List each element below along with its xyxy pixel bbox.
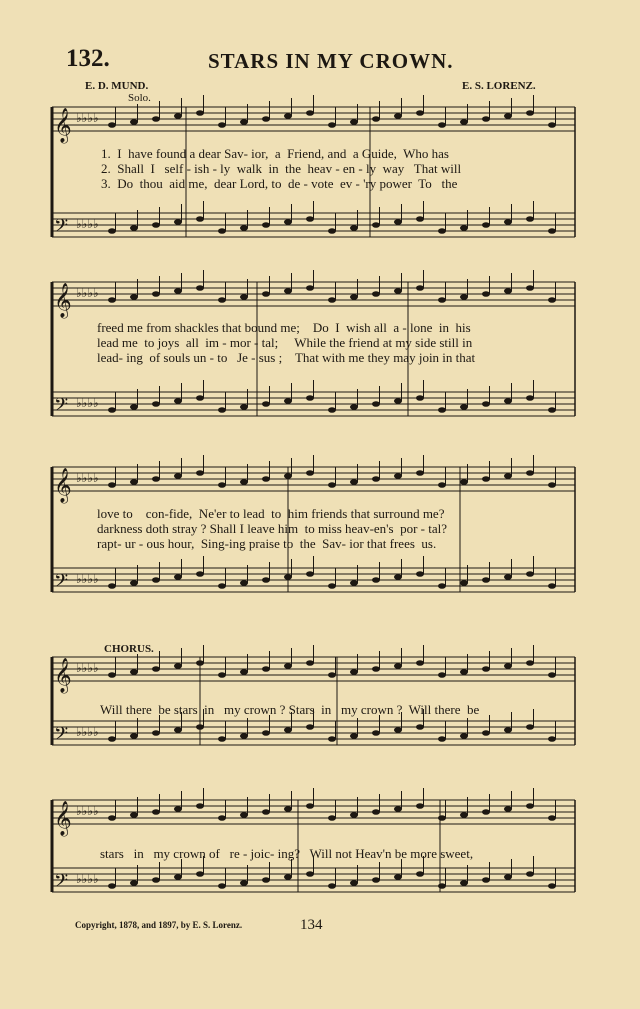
note-head: [174, 219, 182, 225]
note-head: [262, 577, 270, 583]
note-head: [284, 473, 292, 479]
note-head: [152, 116, 160, 122]
note-head: [196, 395, 204, 401]
note-head: [416, 395, 424, 401]
note-head: [526, 470, 534, 476]
note-head: [240, 669, 248, 675]
note-head: [482, 291, 490, 297]
note-head: [284, 113, 292, 119]
note-head: [328, 736, 336, 742]
treble-clef-icon: 𝄞: [54, 801, 72, 836]
bass-clef-icon: 𝄢: [54, 724, 69, 749]
note-head: [460, 580, 468, 586]
note-head: [438, 672, 446, 678]
note-head: [394, 219, 402, 225]
note-head: [240, 812, 248, 818]
note-head: [350, 225, 358, 231]
key-signature-icon: ♭♭♭♭: [76, 872, 99, 886]
note-head: [218, 297, 226, 303]
note-head: [416, 110, 424, 116]
note-head: [328, 815, 336, 821]
note-head: [108, 672, 116, 678]
chorus-lyric-line: Will there be stars in my crown ? Stars in my crown ? Will there be: [100, 702, 480, 717]
bass-clef-icon: 𝄢: [54, 395, 69, 420]
lyric-line: lead- ing of souls un - to Je - sus ; That with me they may join in that: [97, 350, 476, 365]
note-head: [548, 815, 556, 821]
composer-credit: E. S. LORENZ.: [462, 80, 536, 92]
note-head: [306, 285, 314, 291]
note-head: [460, 812, 468, 818]
note-head: [372, 577, 380, 583]
note-head: [196, 110, 204, 116]
note-head: [306, 871, 314, 877]
page-number: 134: [300, 917, 323, 933]
note-head: [262, 730, 270, 736]
note-head: [108, 122, 116, 128]
note-head: [174, 113, 182, 119]
note-head: [460, 880, 468, 886]
note-head: [240, 294, 248, 300]
lyric-line: 2. Shall I self - ish - ly walk in the heav - en - ly way That will: [101, 161, 462, 176]
note-head: [350, 119, 358, 125]
note-head: [438, 407, 446, 413]
note-head: [394, 806, 402, 812]
note-head: [262, 666, 270, 672]
note-head: [240, 733, 248, 739]
key-signature-icon: ♭♭♭♭: [76, 286, 99, 300]
note-head: [350, 404, 358, 410]
note-head: [218, 736, 226, 742]
note-head: [130, 119, 138, 125]
note-head: [284, 574, 292, 580]
note-head: [438, 815, 446, 821]
note-head: [284, 219, 292, 225]
bass-clef-icon: 𝄢: [54, 871, 69, 896]
note-head: [372, 401, 380, 407]
note-head: [482, 116, 490, 122]
note-head: [284, 727, 292, 733]
note-heads: [108, 95, 556, 889]
note-head: [416, 216, 424, 222]
note-head: [328, 482, 336, 488]
note-head: [152, 666, 160, 672]
note-head: [350, 294, 358, 300]
note-head: [526, 110, 534, 116]
note-head: [306, 110, 314, 116]
note-head: [372, 476, 380, 482]
note-head: [328, 228, 336, 234]
note-head: [504, 874, 512, 880]
note-head: [460, 225, 468, 231]
note-head: [196, 571, 204, 577]
clefs: [54, 108, 99, 896]
note-head: [416, 470, 424, 476]
key-signature-icon: ♭♭♭♭: [76, 572, 99, 586]
note-head: [108, 297, 116, 303]
note-head: [394, 473, 402, 479]
note-head: [482, 877, 490, 883]
note-head: [394, 288, 402, 294]
note-head: [504, 727, 512, 733]
note-head: [460, 294, 468, 300]
note-head: [504, 574, 512, 580]
note-head: [416, 871, 424, 877]
note-head: [262, 116, 270, 122]
note-head: [416, 571, 424, 577]
note-head: [152, 577, 160, 583]
chorus-lyric-line: stars in my crown of re - joic- ing? Will not Heav'n be more sweet,: [100, 846, 474, 861]
note-head: [548, 407, 556, 413]
note-head: [526, 216, 534, 222]
note-head: [416, 660, 424, 666]
note-head: [108, 883, 116, 889]
note-head: [196, 660, 204, 666]
note-head: [240, 479, 248, 485]
note-head: [416, 724, 424, 730]
key-signature-icon: ♭♭♭♭: [76, 804, 99, 818]
lyric-line: love to con-fide, Ne'er to lead to him friends that surround me?: [97, 506, 445, 521]
note-head: [174, 806, 182, 812]
author-credit: E. D. MUND.: [85, 80, 149, 92]
note-head: [504, 473, 512, 479]
lyric-line: lead me to joys all im - mor - tal; While the friend at my side still in: [97, 335, 473, 350]
note-head: [482, 476, 490, 482]
note-head: [240, 404, 248, 410]
note-head: [152, 222, 160, 228]
note-head: [526, 395, 534, 401]
note-head: [416, 803, 424, 809]
note-head: [306, 395, 314, 401]
note-head: [196, 803, 204, 809]
note-head: [196, 470, 204, 476]
note-head: [548, 672, 556, 678]
note-head: [548, 122, 556, 128]
note-head: [108, 583, 116, 589]
note-head: [152, 401, 160, 407]
note-head: [372, 222, 380, 228]
lyric-line: 1. I have found a dear Sav- ior, a Friend, and a Guide, Who has: [101, 146, 449, 161]
note-head: [482, 577, 490, 583]
note-head: [174, 574, 182, 580]
note-head: [196, 871, 204, 877]
note-head: [284, 288, 292, 294]
note-head: [328, 297, 336, 303]
key-signature-icon: ♭♭♭♭: [76, 661, 99, 675]
note-head: [372, 809, 380, 815]
note-head: [174, 874, 182, 880]
note-head: [526, 571, 534, 577]
note-head: [526, 871, 534, 877]
note-head: [262, 222, 270, 228]
note-head: [372, 730, 380, 736]
note-head: [108, 815, 116, 821]
note-head: [548, 482, 556, 488]
note-head: [174, 663, 182, 669]
note-head: [328, 883, 336, 889]
note-head: [460, 733, 468, 739]
solo-marking: Solo.: [128, 92, 151, 104]
chorus-marking: CHORUS.: [104, 643, 154, 655]
note-head: [108, 228, 116, 234]
note-head: [482, 222, 490, 228]
note-head: [504, 113, 512, 119]
note-head: [218, 815, 226, 821]
note-head: [504, 398, 512, 404]
note-head: [306, 216, 314, 222]
note-head: [394, 574, 402, 580]
note-head: [438, 583, 446, 589]
copyright-notice: Copyright, 1878, and 1897, by E. S. Lorenz.: [75, 920, 243, 930]
note-head: [372, 291, 380, 297]
note-head: [482, 666, 490, 672]
key-signature-icon: ♭♭♭♭: [76, 111, 99, 125]
note-head: [218, 228, 226, 234]
note-head: [394, 663, 402, 669]
note-head: [548, 297, 556, 303]
note-head: [108, 482, 116, 488]
note-head: [350, 733, 358, 739]
key-signature-icon: ♭♭♭♭: [76, 725, 99, 739]
lyric-line: rapt- ur - ous hour, Sing-ing praise to the Sav- ior that frees us.: [97, 536, 437, 551]
note-head: [350, 812, 358, 818]
treble-clef-icon: 𝄞: [54, 108, 72, 143]
hymn-number: 132.: [66, 45, 110, 72]
note-head: [218, 122, 226, 128]
note-head: [372, 116, 380, 122]
note-head: [262, 476, 270, 482]
key-signature-icon: ♭♭♭♭: [76, 217, 99, 231]
note-head: [130, 479, 138, 485]
note-head: [240, 880, 248, 886]
note-head: [130, 580, 138, 586]
note-head: [416, 285, 424, 291]
note-head: [152, 877, 160, 883]
note-head: [130, 733, 138, 739]
note-head: [262, 809, 270, 815]
note-head: [438, 736, 446, 742]
note-head: [196, 216, 204, 222]
note-head: [504, 663, 512, 669]
note-head: [438, 883, 446, 889]
note-head: [306, 470, 314, 476]
note-head: [548, 228, 556, 234]
note-head: [218, 407, 226, 413]
note-head: [328, 672, 336, 678]
note-head: [240, 580, 248, 586]
hymn-title: STARS IN MY CROWN.: [208, 49, 454, 73]
note-head: [482, 809, 490, 815]
note-head: [548, 583, 556, 589]
note-head: [372, 877, 380, 883]
lyric-line: freed me from shackles that bound me; Do I wish all a - lone in his: [97, 320, 471, 335]
note-head: [130, 880, 138, 886]
note-head: [350, 479, 358, 485]
note-head: [240, 119, 248, 125]
note-head: [196, 285, 204, 291]
note-head: [350, 580, 358, 586]
note-head: [350, 669, 358, 675]
note-head: [306, 660, 314, 666]
note-head: [526, 285, 534, 291]
note-head: [284, 663, 292, 669]
note-head: [240, 225, 248, 231]
note-head: [328, 122, 336, 128]
note-head: [504, 806, 512, 812]
note-head: [174, 473, 182, 479]
note-head: [262, 877, 270, 883]
note-head: [460, 404, 468, 410]
key-signature-icon: ♭♭♭♭: [76, 396, 99, 410]
note-head: [130, 294, 138, 300]
note-head: [394, 874, 402, 880]
note-head: [262, 401, 270, 407]
note-head: [262, 291, 270, 297]
note-head: [218, 883, 226, 889]
note-head: [548, 736, 556, 742]
note-head: [130, 669, 138, 675]
note-head: [130, 404, 138, 410]
note-head: [174, 727, 182, 733]
note-head: [284, 874, 292, 880]
note-head: [152, 809, 160, 815]
note-head: [174, 398, 182, 404]
note-head: [460, 479, 468, 485]
note-head: [174, 288, 182, 294]
note-head: [438, 297, 446, 303]
note-head: [394, 727, 402, 733]
treble-clef-icon: 𝄞: [54, 283, 72, 318]
note-head: [548, 883, 556, 889]
treble-clef-icon: 𝄞: [54, 658, 72, 693]
note-head: [130, 812, 138, 818]
note-head: [196, 724, 204, 730]
note-head: [108, 407, 116, 413]
staff-lines: [52, 107, 575, 892]
note-head: [108, 736, 116, 742]
note-head: [152, 291, 160, 297]
note-head: [460, 119, 468, 125]
note-head: [460, 669, 468, 675]
note-head: [438, 482, 446, 488]
note-head: [152, 476, 160, 482]
note-head: [394, 398, 402, 404]
note-head: [482, 401, 490, 407]
note-head: [328, 583, 336, 589]
key-signature-icon: ♭♭♭♭: [76, 471, 99, 485]
note-head: [218, 583, 226, 589]
bass-clef-icon: 𝄢: [54, 571, 69, 596]
note-head: [306, 571, 314, 577]
note-head: [526, 803, 534, 809]
note-head: [438, 228, 446, 234]
note-head: [218, 672, 226, 678]
note-head: [438, 122, 446, 128]
note-head: [526, 660, 534, 666]
note-head: [130, 225, 138, 231]
note-head: [306, 724, 314, 730]
note-head: [526, 724, 534, 730]
note-head: [218, 482, 226, 488]
note-head: [350, 880, 358, 886]
note-head: [152, 730, 160, 736]
note-head: [372, 666, 380, 672]
note-head: [482, 730, 490, 736]
note-head: [394, 113, 402, 119]
note-head: [284, 806, 292, 812]
treble-clef-icon: 𝄞: [54, 468, 72, 503]
lyric-line: darkness doth stray ? Shall I leave him to miss heav-en's por - tal?: [97, 521, 448, 536]
note-head: [284, 398, 292, 404]
note-head: [504, 219, 512, 225]
note-head: [306, 803, 314, 809]
note-head: [504, 288, 512, 294]
bass-clef-icon: 𝄢: [54, 216, 69, 241]
note-head: [328, 407, 336, 413]
lyric-line: 3. Do thou aid me, dear Lord, to de - vote ev - 'ry power To the: [101, 176, 458, 191]
